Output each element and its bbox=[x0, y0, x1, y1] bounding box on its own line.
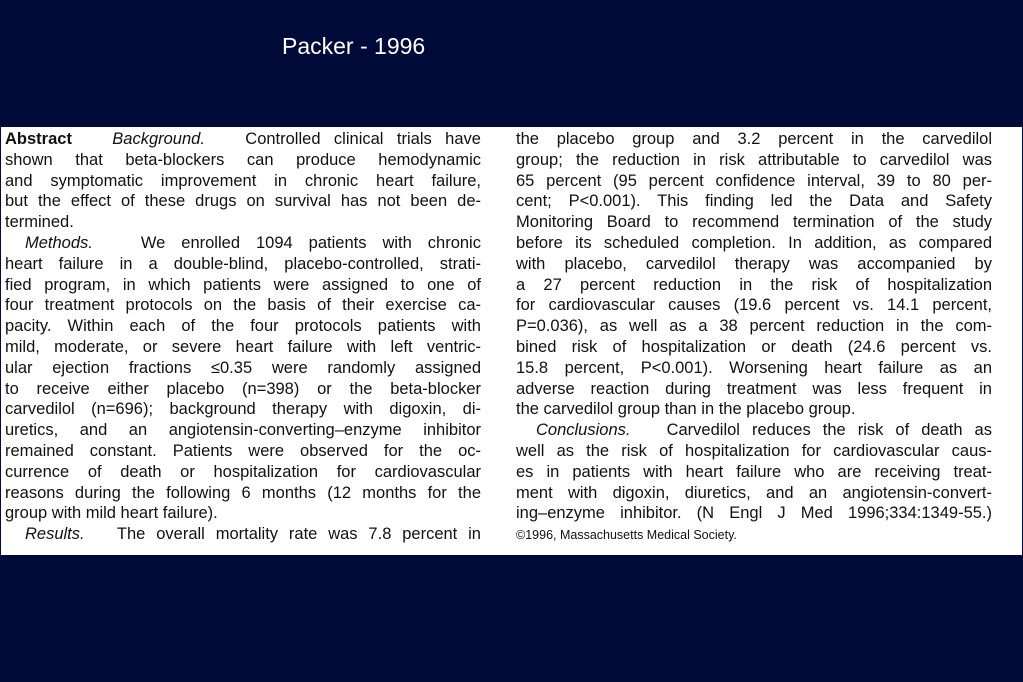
abstract-text: remained constant. Patients were observed for the oc- bbox=[5, 441, 481, 460]
abstract-text: well as the risk of hospitalization for cardiovascular caus- bbox=[516, 441, 992, 460]
abstract-line bbox=[516, 399, 992, 420]
abstract-text: shown that beta-blockers can produce hemodynamic bbox=[5, 150, 481, 169]
abstract-text: currence of death or hospitalization for cardiovascular bbox=[5, 462, 481, 481]
abstract-heading: Abstract bbox=[5, 130, 72, 148]
abstract-line bbox=[516, 212, 992, 233]
abstract-line bbox=[5, 441, 481, 462]
abstract-line bbox=[5, 399, 481, 420]
abstract-text: Monitoring Board to recommend termination of the study bbox=[516, 213, 992, 232]
abstract-line bbox=[5, 524, 481, 545]
abstract-line bbox=[5, 483, 481, 504]
abstract-text: ing–enzyme inhibitor. (N Engl J Med 1996;334:1349-55.) bbox=[516, 504, 992, 523]
abstract-line bbox=[5, 337, 481, 358]
abstract-text: ment with digoxin, diuretics, and an angiotensin-convert- bbox=[516, 483, 992, 502]
abstract-text: but the effect of these drugs on survival has not been de- bbox=[5, 192, 481, 211]
abstract-line bbox=[516, 420, 992, 441]
abstract-line bbox=[5, 462, 481, 483]
abstract-line bbox=[5, 503, 481, 524]
abstract-text: mild, moderate, or severe heart failure with left ventric- bbox=[5, 337, 481, 356]
abstract-line bbox=[5, 233, 481, 254]
abstract-text: pacity. Within each of the four protocols patients with bbox=[5, 317, 481, 336]
abstract-text: to receive either placebo (n=398) or the beta-blocker bbox=[5, 379, 481, 398]
abstract-line bbox=[516, 150, 992, 171]
abstract-line bbox=[5, 358, 481, 379]
slide-title: Packer - 1996 bbox=[282, 33, 426, 59]
abstract-text: before its scheduled completion. In addition, as compared bbox=[516, 233, 992, 252]
abstract-line bbox=[5, 129, 481, 150]
copyright-notice: ©1996, Massachusetts Medical Society. bbox=[516, 528, 737, 543]
abstract-text: with placebo, carvedilol therapy was accompanied by bbox=[516, 254, 992, 273]
abstract-text: group with mild heart failure). bbox=[5, 504, 218, 523]
abstract-line bbox=[516, 275, 992, 296]
abstract-line bbox=[516, 503, 992, 524]
abstract-line bbox=[5, 171, 481, 192]
abstract-line bbox=[516, 483, 992, 504]
abstract-line bbox=[516, 316, 992, 337]
abstract-text: a 27 percent reduction in the risk of hospitalization bbox=[516, 275, 992, 294]
abstract-text: fied program, in which patients were assigned to one of bbox=[5, 275, 481, 294]
section-label: Results. bbox=[25, 525, 85, 544]
abstract-text: heart failure in a double-blind, placebo-controlled, strati- bbox=[5, 254, 481, 273]
section-label: Conclusions. bbox=[536, 421, 631, 440]
abstract-line bbox=[516, 441, 992, 462]
abstract-text: cent; P<0.001). This finding led the Data and Safety bbox=[516, 192, 992, 211]
abstract-panel bbox=[1, 127, 1022, 555]
section-label: Background. bbox=[112, 130, 205, 148]
abstract-text: reasons during the following 6 months (12 months for the bbox=[5, 483, 481, 502]
section-label: Methods. bbox=[25, 233, 93, 252]
abstract-text: for cardiovascular causes (19.6 percent vs. 14.1 percent, bbox=[516, 296, 992, 315]
abstract-line bbox=[516, 358, 992, 379]
abstract-line bbox=[516, 295, 992, 316]
abstract-line bbox=[516, 462, 992, 483]
abstract-text: carvedilol (n=696); background therapy with digoxin, di- bbox=[5, 400, 481, 419]
abstract-line bbox=[5, 379, 481, 400]
abstract-text: 65 percent (95 percent confidence interval, 39 to 80 per- bbox=[516, 171, 992, 190]
abstract-text: bined risk of hospitalization or death (24.6 percent vs. bbox=[516, 337, 992, 356]
abstract-text: es in patients with heart failure who are receiving treat- bbox=[516, 462, 992, 481]
abstract-text: the placebo group and 3.2 percent in the carvedilol bbox=[516, 130, 992, 148]
abstract-line bbox=[5, 150, 481, 171]
abstract-text: Controlled clinical trials have bbox=[245, 130, 481, 148]
abstract-line bbox=[5, 316, 481, 337]
abstract-line bbox=[5, 275, 481, 296]
abstract-text: group; the reduction in risk attributable to carvedilol was bbox=[516, 150, 992, 169]
abstract-line bbox=[516, 191, 992, 212]
abstract-line bbox=[516, 379, 992, 400]
abstract-line bbox=[516, 233, 992, 254]
abstract-text: termined. bbox=[5, 213, 74, 232]
abstract-line bbox=[516, 337, 992, 358]
abstract-line bbox=[5, 254, 481, 275]
abstract-line bbox=[5, 420, 481, 441]
abstract-text: 15.8 percent, P<0.001). Worsening heart failure as an bbox=[516, 358, 992, 377]
abstract-text: four treatment protocols on the basis of their exercise ca- bbox=[5, 296, 481, 315]
abstract-text: the carvedilol group than in the placebo group. bbox=[516, 400, 856, 419]
abstract-line bbox=[516, 254, 992, 275]
abstract-text: adverse reaction during treatment was less frequent in bbox=[516, 379, 992, 398]
abstract-text: P=0.036), as well as a 38 percent reduction in the com- bbox=[516, 317, 992, 336]
abstract-text: uretics, and an angiotensin-converting–enzyme inhibitor bbox=[5, 421, 481, 440]
abstract-text: Carvedilol reduces the risk of death as bbox=[666, 421, 992, 440]
abstract-text: We enrolled 1094 patients with chronic bbox=[140, 233, 481, 252]
abstract-text: and symptomatic improvement in chronic heart failure, bbox=[5, 171, 481, 190]
abstract-line bbox=[516, 171, 992, 192]
abstract-line bbox=[516, 129, 992, 150]
abstract-left-column bbox=[5, 129, 481, 545]
abstract-text: ular ejection fractions ≤0.35 were randomly assigned bbox=[5, 358, 481, 377]
abstract-right-column bbox=[516, 129, 992, 546]
abstract-line bbox=[5, 295, 481, 316]
abstract-line bbox=[5, 191, 481, 212]
abstract-line bbox=[5, 212, 481, 233]
abstract-text: The overall mortality rate was 7.8 percent in bbox=[116, 525, 481, 544]
